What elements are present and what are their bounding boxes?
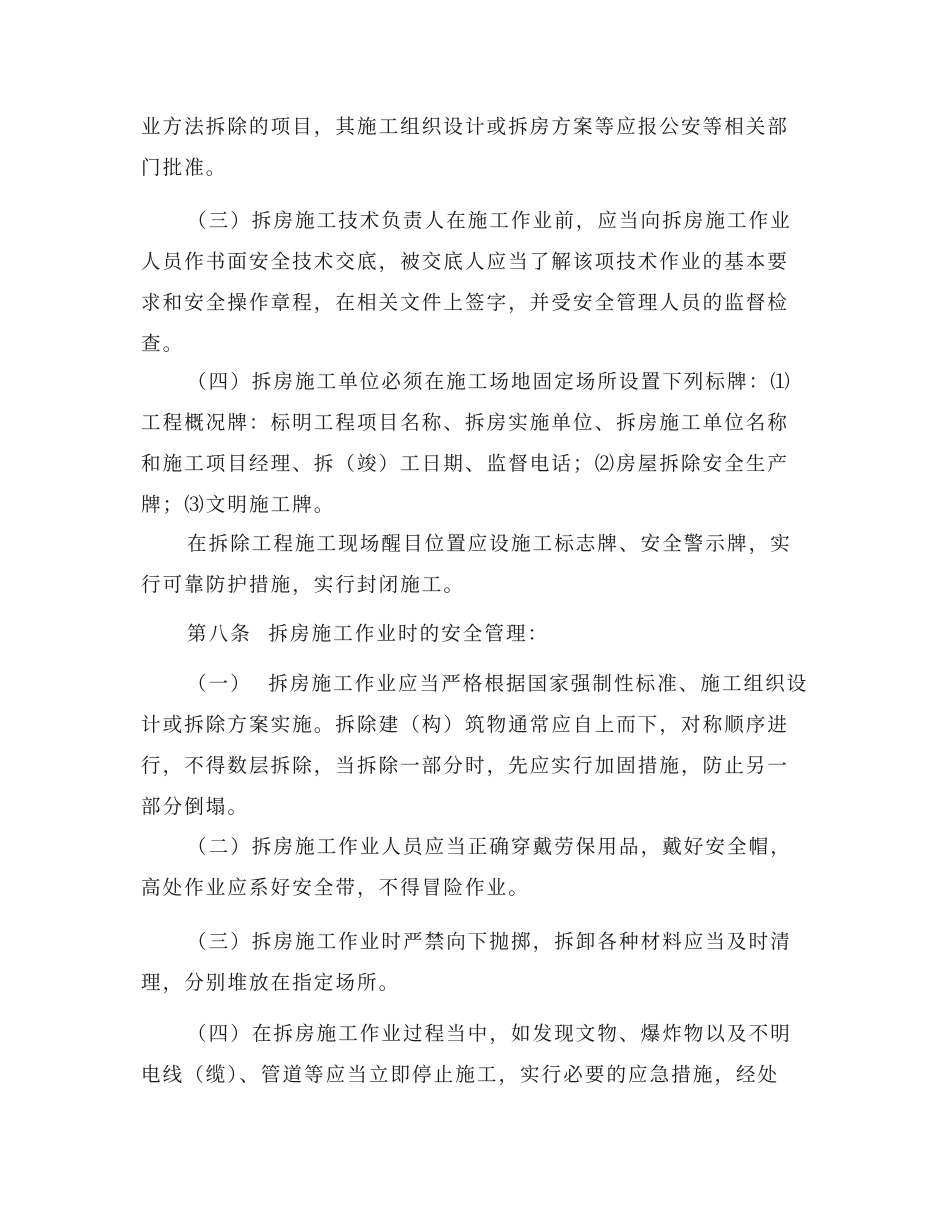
paragraph-4 (141, 523, 811, 605)
paragraph-7 (141, 826, 811, 908)
paragraph-line: 业方法拆除的项目，其施工组织设计或拆房方案等应报公安等相关部 (141, 115, 790, 138)
paragraph-line: 行可靠防护措施，实行封闭施工。 (141, 573, 466, 596)
paragraph-line: 工程概况牌：标明工程项目名称、拆房实施单位、拆房施工单位名称 (141, 411, 790, 434)
paragraph-1 (141, 106, 811, 188)
paragraph-line: 部分倒塌。 (141, 795, 250, 818)
paragraph-line: （二）拆房施工作业人员应当正确穿戴劳保用品，戴好安全帽， (187, 835, 792, 858)
paragraph-line: 行，不得数层拆除，当拆除一部分时，先应实行加固措施，防止另一 (141, 754, 790, 777)
paragraph-9 (141, 1013, 811, 1095)
paragraph-line: 牌；⑶文明施工牌。 (141, 493, 336, 516)
paragraph-8 (141, 921, 811, 1003)
paragraph-line: （一） 拆房施工作业应当严格根据国家强制性标准、施工组织设 (187, 672, 809, 695)
paragraph-line: 求和安全操作章程，在相关文件上签字，并受安全管理人员的监督检 (141, 291, 790, 314)
paragraph-line: 门批准。 (141, 156, 228, 179)
paragraph-line: 计或拆除方案实施。拆除建（构）筑物通常应自上而下，对称顺序进 (141, 713, 790, 736)
paragraph-line: 高处作业应系好安全带，不得冒险作业。 (141, 876, 530, 899)
paragraph-line: 和施工项目经理、拆（竣）工日期、监督电话；⑵房屋拆除安全生产 (141, 452, 790, 475)
paragraph-line: （四）拆房施工单位必须在施工场地固定场所设置下列标牌：⑴ (187, 370, 792, 393)
article-heading (141, 613, 811, 654)
paragraph-line: （四）在拆房施工作业过程当中，如发现文物、爆炸物以及不明 (187, 1022, 792, 1045)
paragraph-line: 在拆除工程施工现场醒目位置应设施工标志牌、安全警示牌，实 (187, 532, 792, 555)
paragraph-3 (141, 361, 811, 525)
paragraph-line: 理，分别堆放在指定场所。 (141, 971, 401, 994)
paragraph-line: 第八条 拆房施工作业时的安全管理： (187, 622, 550, 645)
paragraph-line: 查。 (141, 332, 185, 355)
paragraph-2 (141, 200, 811, 364)
paragraph-line: 人员作书面安全技术交底，被交底人应当了解该项技术作业的基本要 (141, 250, 790, 273)
paragraph-6 (141, 663, 811, 827)
paragraph-line: （三）拆房施工技术负责人在施工作业前，应当向拆房施工作业 (187, 209, 792, 232)
paragraph-line: （三）拆房施工作业时严禁向下抛掷，拆卸各种材料应当及时清 (187, 930, 792, 953)
paragraph-line: 电线（缆）、管道等应当立即停止施工，实行必要的应急措施，经处 (141, 1063, 780, 1086)
